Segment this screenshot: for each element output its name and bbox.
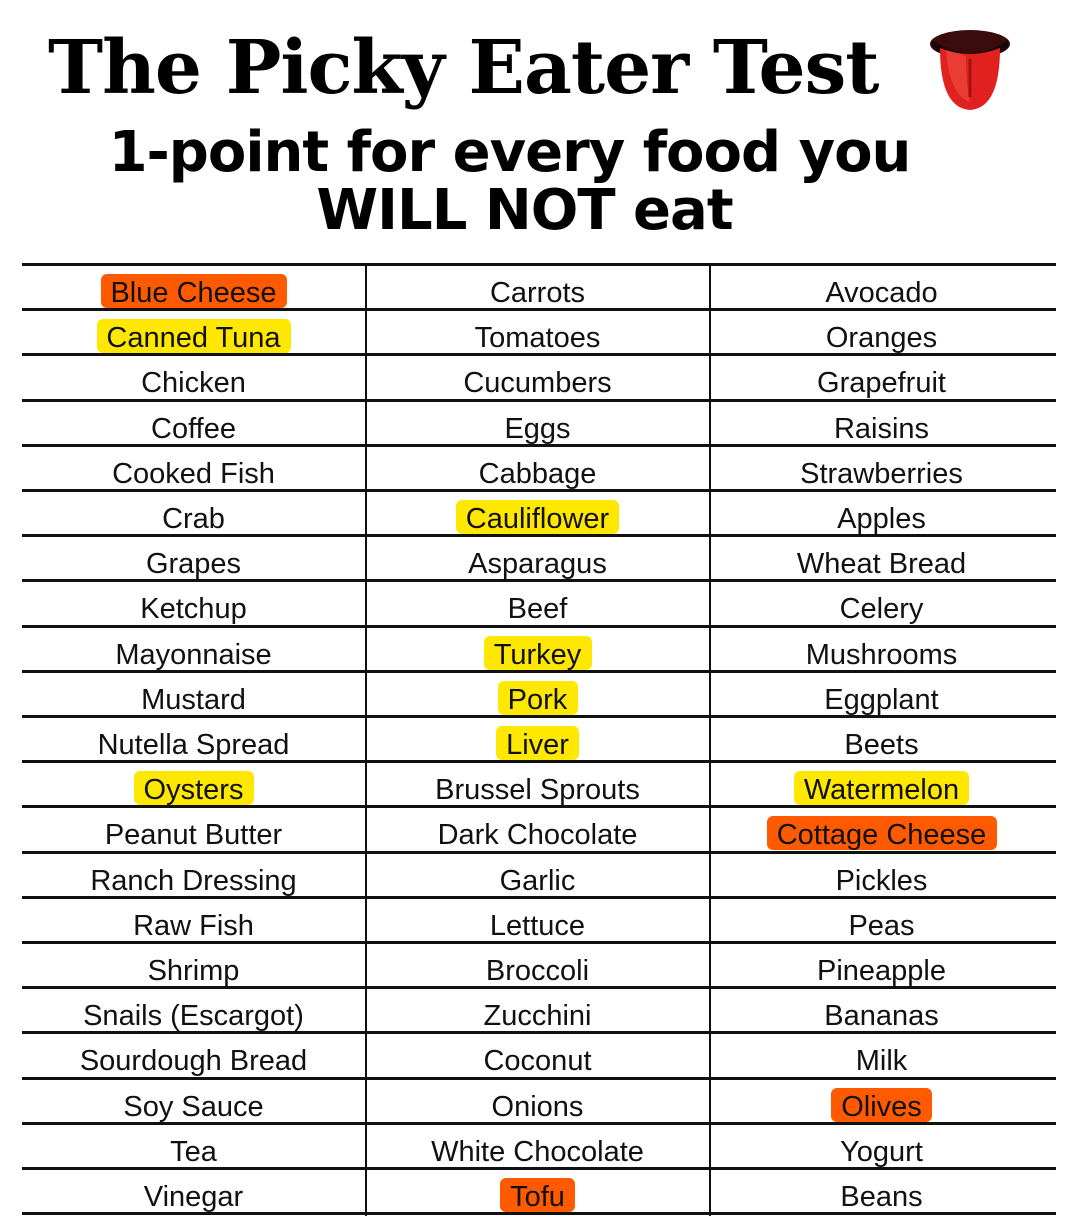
food-cell xyxy=(366,1080,709,1122)
food-name: Cauliflower xyxy=(465,503,610,535)
food-name: Dark Chocolate xyxy=(437,819,638,852)
food-cell xyxy=(366,492,709,534)
food-cell xyxy=(710,628,1053,670)
food-name: Pineapple xyxy=(817,955,946,987)
food-cell xyxy=(22,266,365,308)
food-name: Carrots xyxy=(489,277,586,309)
food-cell xyxy=(22,311,365,353)
food-name: Beets xyxy=(844,729,919,761)
food-cell xyxy=(710,356,1053,398)
food-cell xyxy=(366,944,709,986)
food-cell xyxy=(710,899,1053,941)
food-name: Vinegar xyxy=(143,1181,244,1213)
table-row xyxy=(22,447,1056,492)
food-name: Beans xyxy=(840,1181,923,1213)
food-name: Eggplant xyxy=(824,683,939,716)
food-cell xyxy=(366,1170,709,1212)
food-cell xyxy=(710,1034,1053,1076)
food-name: Ranch Dressing xyxy=(90,864,297,897)
food-name: Asparagus xyxy=(468,548,607,581)
food-cell xyxy=(22,492,365,534)
tongue-icon xyxy=(926,26,1014,112)
table-row xyxy=(22,989,1056,1034)
table-row xyxy=(22,582,1056,627)
food-name: Olives xyxy=(841,1090,922,1123)
food-name: Eggs xyxy=(504,412,571,445)
food-cell xyxy=(710,311,1053,353)
food-name: Watermelon xyxy=(803,774,960,807)
food-cell xyxy=(22,989,365,1031)
food-name: White Chocolate xyxy=(431,1135,644,1168)
food-name: Tomatoes xyxy=(474,322,601,355)
food-cell xyxy=(710,763,1053,805)
food-name: Tea xyxy=(170,1135,217,1168)
subtitle-line-1: 1-point for every food you xyxy=(108,120,911,185)
table-row xyxy=(22,266,1056,311)
food-name: Coconut xyxy=(483,1045,592,1078)
food-cell xyxy=(710,582,1053,624)
table-row xyxy=(22,537,1056,582)
food-name: Bananas xyxy=(824,1000,939,1033)
food-cell xyxy=(22,808,365,850)
food-cell xyxy=(22,628,365,670)
table-row xyxy=(22,854,1056,899)
food-name: Broccoli xyxy=(485,955,590,987)
food-name: Turkey xyxy=(493,638,582,671)
food-name: Oysters xyxy=(143,774,244,807)
food-cell xyxy=(366,402,709,444)
table-row xyxy=(22,402,1056,447)
food-cell xyxy=(366,989,709,1031)
food-cell xyxy=(22,718,365,760)
food-cell xyxy=(710,944,1053,986)
food-cell xyxy=(710,989,1053,1031)
food-cell xyxy=(22,673,365,715)
food-cell xyxy=(710,808,1053,850)
food-cell xyxy=(22,1080,365,1122)
table-row xyxy=(22,311,1056,356)
table-row xyxy=(22,944,1056,989)
table-row xyxy=(22,1034,1056,1079)
food-table xyxy=(22,263,1056,1216)
food-name: Peas xyxy=(848,909,915,942)
table-row xyxy=(22,1080,1056,1125)
table-row xyxy=(22,356,1056,401)
food-cell xyxy=(366,763,709,805)
table-row xyxy=(22,492,1056,537)
food-name: Sourdough Bread xyxy=(79,1045,308,1078)
food-name: Mushrooms xyxy=(805,638,958,671)
food-cell xyxy=(710,266,1053,308)
food-cell xyxy=(710,1080,1053,1122)
page-title: The Picky Eater Test xyxy=(48,25,879,111)
food-name: Oranges xyxy=(825,322,938,355)
food-name: Brussel Sprouts xyxy=(435,774,640,807)
food-name: Ketchup xyxy=(140,593,247,626)
table-row xyxy=(22,763,1056,808)
food-name: Blue Cheese xyxy=(110,277,277,309)
table-row xyxy=(22,628,1056,673)
food-cell xyxy=(366,718,709,760)
food-cell xyxy=(22,537,365,579)
food-cell xyxy=(22,1170,365,1212)
food-cell xyxy=(22,447,365,489)
food-name: Beef xyxy=(507,593,568,626)
food-name: Pickles xyxy=(835,864,928,897)
food-name: Raw Fish xyxy=(133,909,254,942)
food-cell xyxy=(710,447,1053,489)
food-cell xyxy=(22,944,365,986)
food-cell xyxy=(366,899,709,941)
food-cell xyxy=(22,582,365,624)
food-cell xyxy=(22,854,365,896)
food-name: Snails (Escargot) xyxy=(83,1000,304,1033)
food-cell xyxy=(710,492,1053,534)
food-cell xyxy=(710,537,1053,579)
food-name: Mustard xyxy=(141,683,246,716)
table-row xyxy=(22,1125,1056,1170)
food-name: Celery xyxy=(839,593,924,626)
food-name: Crab xyxy=(162,503,225,535)
food-name: Peanut Butter xyxy=(104,819,283,852)
table-row xyxy=(22,718,1056,763)
food-cell xyxy=(22,356,365,398)
food-cell xyxy=(366,537,709,579)
food-name: Pork xyxy=(507,683,568,716)
food-name: Apples xyxy=(837,503,926,535)
food-name: Chicken xyxy=(141,367,246,400)
food-cell xyxy=(710,854,1053,896)
food-name: Nutella Spread xyxy=(97,729,290,761)
food-name: Lettuce xyxy=(489,909,586,942)
food-cell xyxy=(22,1034,365,1076)
food-name: Canned Tuna xyxy=(106,322,281,355)
food-cell xyxy=(366,447,709,489)
food-name: Garlic xyxy=(499,864,576,897)
food-name: Cucumbers xyxy=(463,367,612,400)
food-cell xyxy=(366,356,709,398)
food-cell xyxy=(366,808,709,850)
food-cell xyxy=(366,673,709,715)
food-name: Raisins xyxy=(833,412,930,445)
food-name: Onions xyxy=(491,1090,584,1123)
food-name: Yogurt xyxy=(840,1135,923,1168)
food-name: Cabbage xyxy=(478,457,597,490)
table-row xyxy=(22,673,1056,718)
food-name: Liver xyxy=(506,729,569,761)
table-row xyxy=(22,899,1056,944)
food-name: Coffee xyxy=(151,412,236,445)
food-name: Zucchini xyxy=(483,1000,592,1033)
food-cell xyxy=(710,1125,1053,1167)
food-name: Milk xyxy=(855,1045,908,1078)
food-cell xyxy=(366,1034,709,1076)
food-name: Grapefruit xyxy=(817,367,946,400)
food-cell xyxy=(366,582,709,624)
food-name: Avocado xyxy=(825,277,938,309)
food-name: Mayonnaise xyxy=(115,638,272,671)
food-name: Shrimp xyxy=(147,955,240,987)
food-cell xyxy=(22,763,365,805)
table-row xyxy=(22,808,1056,853)
food-cell xyxy=(22,1125,365,1167)
food-cell xyxy=(366,854,709,896)
food-cell xyxy=(366,1125,709,1167)
subtitle-line-2: WILL NOT eat xyxy=(316,178,733,243)
food-cell xyxy=(710,673,1053,715)
food-name: Cooked Fish xyxy=(112,457,275,490)
food-name: Wheat Bread xyxy=(796,548,967,581)
food-cell xyxy=(366,266,709,308)
food-cell xyxy=(710,402,1053,444)
food-name: Cottage Cheese xyxy=(776,819,987,852)
food-cell xyxy=(22,899,365,941)
food-name: Grapes xyxy=(145,548,242,581)
food-cell xyxy=(366,311,709,353)
food-name: Tofu xyxy=(510,1181,565,1213)
food-name: Soy Sauce xyxy=(123,1090,264,1123)
food-cell xyxy=(366,628,709,670)
food-cell xyxy=(22,402,365,444)
food-name: Strawberries xyxy=(800,457,963,490)
food-cell xyxy=(710,718,1053,760)
